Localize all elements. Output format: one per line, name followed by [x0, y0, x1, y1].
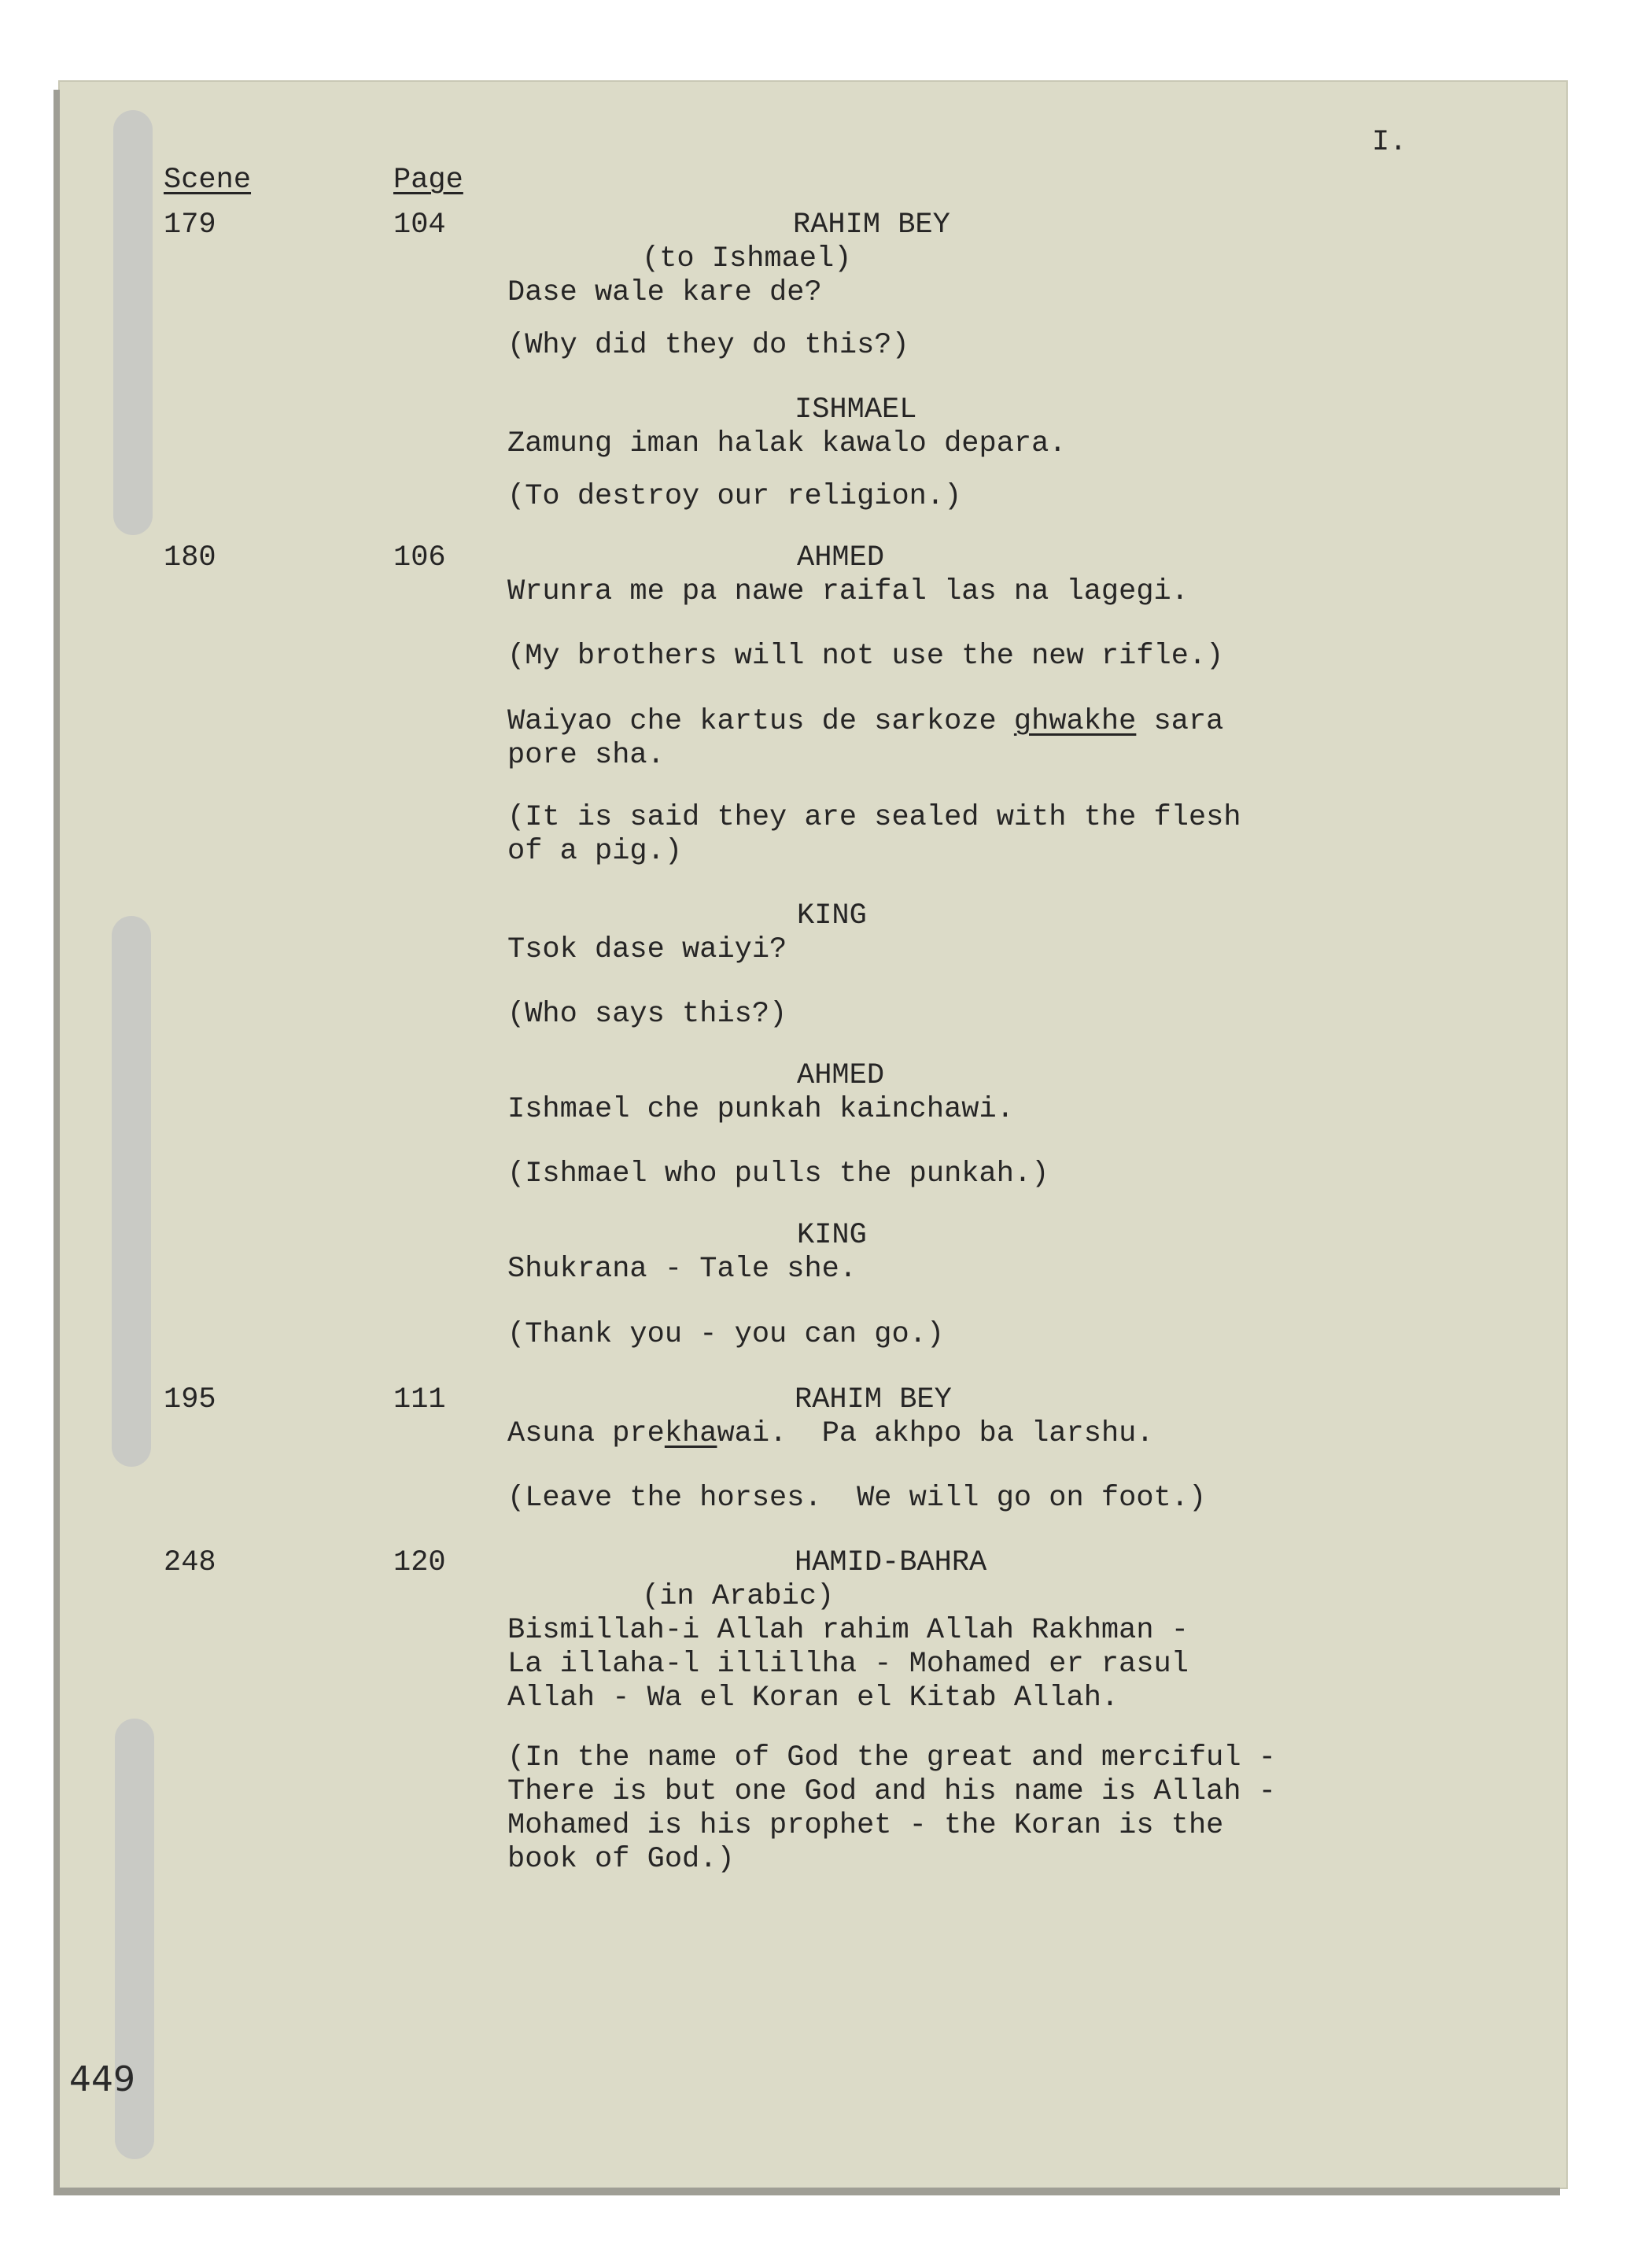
translation-line: (Why did they do this?) — [507, 329, 909, 362]
translation-line: (Leave the horses. We will go on foot.) — [507, 1482, 1207, 1515]
speaker-name: AHMED — [797, 541, 885, 574]
underlined-term: kha — [664, 1417, 717, 1450]
dialogue-line: La illaha-l illillha - Mohamed er rasul — [507, 1648, 1189, 1681]
page-column-header: Page — [393, 164, 463, 197]
page-number: 120 — [393, 1546, 446, 1579]
page-edge-shading — [113, 110, 153, 535]
scene-number: 180 — [164, 541, 216, 574]
dialogue-line: Tsok dase waiyi? — [507, 933, 787, 966]
page-edge-shading — [112, 916, 151, 1467]
speaker-name: KING — [797, 1219, 867, 1252]
translation-line: book of God.) — [507, 1843, 735, 1876]
speaker-name: AHMED — [797, 1059, 885, 1092]
scene-number: 248 — [164, 1546, 216, 1579]
dialogue-line: Dase wale kare de? — [507, 276, 822, 309]
speaker-name: RAHIM BEY — [795, 1383, 952, 1416]
scene-number: 195 — [164, 1383, 216, 1416]
speaker-name: ISHMAEL — [795, 393, 917, 426]
translation-line: Mohamed is his prophet - the Koran is the — [507, 1809, 1224, 1842]
dialogue-line: Zamung iman halak kawalo depara. — [507, 427, 1067, 460]
translation-line: (Who says this?) — [507, 998, 787, 1031]
page-number: 104 — [393, 209, 446, 242]
dialogue-line: Shukrana - Tale she. — [507, 1253, 857, 1286]
page-number: 106 — [393, 541, 446, 574]
parenthetical: (in Arabic) — [642, 1580, 835, 1613]
translation-line: (In the name of God the great and merciful - — [507, 1741, 1276, 1774]
dialogue-line: Allah - Wa el Koran el Kitab Allah. — [507, 1682, 1119, 1715]
scene-number: 179 — [164, 209, 216, 242]
parenthetical: (to Ishmael) — [642, 242, 852, 275]
translation-line: (Ishmael who pulls the punkah.) — [507, 1158, 1049, 1191]
dialogue-line: Ishmael che punkah kainchawi. — [507, 1093, 1014, 1126]
handwritten-page-number: 449 — [69, 2059, 135, 2099]
dialogue-line: Asuna prekhawai. Pa akhpo ba larshu. — [507, 1417, 1154, 1450]
dialogue-line: pore sha. — [507, 739, 665, 772]
speaker-name: HAMID-BAHRA — [795, 1546, 987, 1579]
dialogue-line: Wrunra me pa nawe raifal las na lagegi. — [507, 575, 1189, 608]
translation-line: (To destroy our religion.) — [507, 480, 962, 513]
page-marker: I. — [1372, 126, 1407, 159]
translation-line: (My brothers will not use the new rifle.) — [507, 640, 1224, 673]
page-number: 111 — [393, 1383, 446, 1416]
speaker-name: RAHIM BEY — [793, 209, 950, 242]
translation-line: (It is said they are sealed with the flesh — [507, 801, 1241, 834]
translation-line: (Thank you - you can go.) — [507, 1318, 945, 1351]
dialogue-line: Bismillah-i Allah rahim Allah Rakhman - — [507, 1614, 1189, 1647]
speaker-name: KING — [797, 899, 867, 932]
underlined-term: ghwakhe — [1013, 705, 1137, 738]
translation-line: There is but one God and his name is Allah - — [507, 1775, 1276, 1808]
translation-line: of a pig.) — [507, 835, 683, 868]
scene-column-header: Scene — [164, 164, 252, 197]
dialogue-line: Waiyao che kartus de sarkoze ghwakhe sara — [507, 705, 1224, 738]
